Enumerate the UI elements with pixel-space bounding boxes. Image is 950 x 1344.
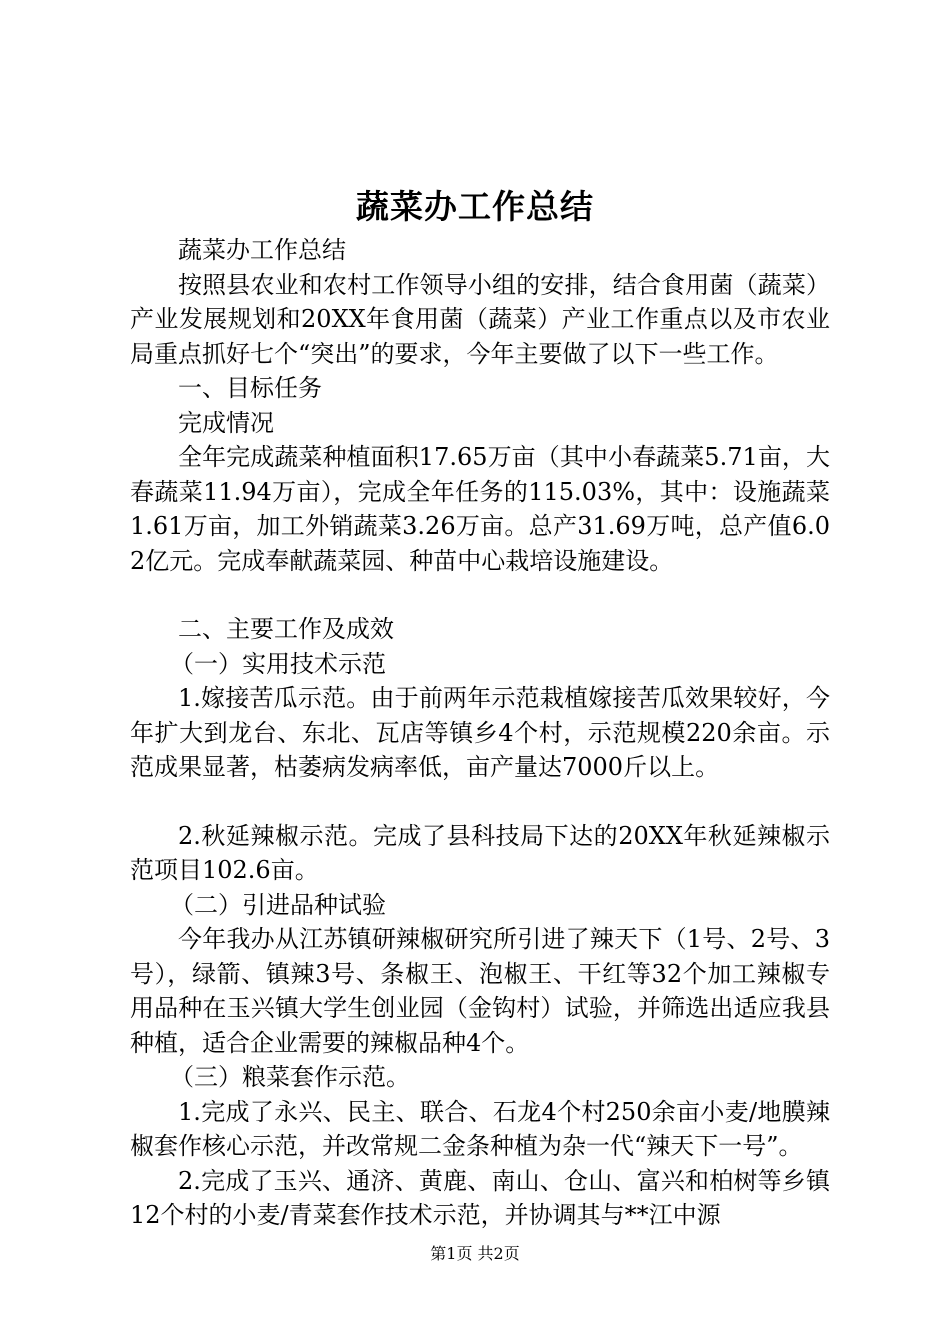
heading-intercropping: （三）粮菜套作示范。: [170, 1063, 410, 1091]
document-body: [130, 233, 830, 1233]
paragraph-intro: 按照县农业和农村工作领导小组的安排，结合食用菌（蔬菜）产业发展规划和20XX年食用菌（蔬菜）产业工作重点以及市农业局重点抓好七个“突出”的要求，今年主要做了以下一些工作。: [130, 270, 830, 368]
paragraph-intercropping-1: 1.完成了永兴、民主、联合、石龙4个村250余亩小麦/地膜辣椒套作核心示范，并改常规二金条种植为杂一代“辣天下一号”。: [130, 1097, 830, 1160]
paragraph-completion: 全年完成蔬菜种植面积17.65万亩（其中小春蔬菜5.71亩，大春蔬菜11.94万亩），完成全年任务的115.03%，其中：设施蔬菜1.61万亩，加工外销蔬菜3.26万亩。总产31.69万吨，总产值6.02亿元。完成奉献蔬菜园、种苗中心栽培设施建设。: [130, 443, 830, 575]
heading-targets: 一、目标任务: [178, 374, 322, 402]
paragraph-autumn-pepper: 2.秋延辣椒示范。完成了县科技局下达的20XX年秋延辣椒示范项目102.6亩。: [130, 821, 830, 884]
heading-main-work: 二、主要工作及成效: [178, 615, 394, 643]
paragraph-bitter-melon: 1.嫁接苦瓜示范。由于前两年示范栽植嫁接苦瓜效果较好，今年扩大到龙台、东北、瓦店等镇乡4个村，示范规模220余亩。示范成果显著，枯萎病发病率低，亩产量达7000斤以上。: [130, 684, 830, 781]
paragraph-variety-trial: 今年我办从江苏镇研辣椒研究所引进了辣天下（1号、2号、3号），绿箭、镇辣3号、条椒王、泡椒王、干红等32个加工辣椒专用品种在玉兴镇大学生创业园（金钩村）试验，并筛选出适应我县种植，适合企业需要的辣椒品种4个。: [130, 925, 830, 1057]
heading-tech-demo: （一）实用技术示范: [170, 649, 386, 678]
heading-completion: 完成情况: [178, 408, 274, 437]
page-number: 第1页 共2页: [430, 1244, 520, 1263]
document-title: 蔬菜办工作总结: [356, 187, 594, 226]
heading-variety-trial: （二）引进品种试验: [170, 890, 386, 919]
paragraph-intercropping-2: 2.完成了玉兴、通济、黄鹿、南山、仓山、富兴和柏树等乡镇12个村的小麦/青菜套作技术示范，并协调其与**江中源: [130, 1166, 830, 1229]
paragraph-subtitle: 蔬菜办工作总结: [178, 236, 346, 264]
